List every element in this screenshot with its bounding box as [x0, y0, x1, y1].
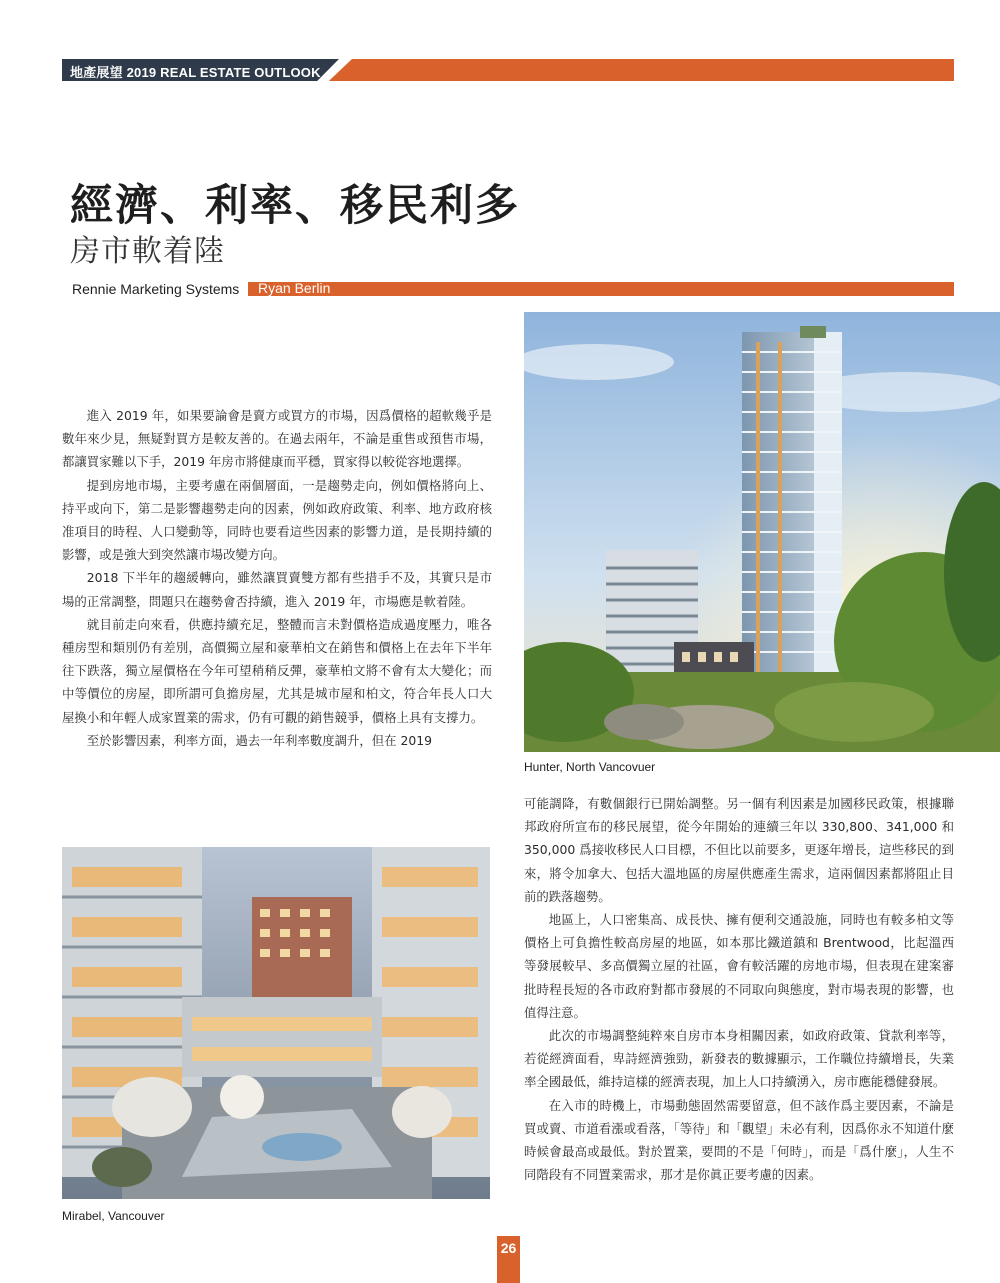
courtyard-illustration	[62, 847, 490, 1199]
article-body-right	[524, 792, 954, 1186]
tower-caption: Hunter, North Vancovuer	[524, 760, 656, 774]
byline-bar	[248, 282, 954, 296]
byline-source: Rennie Marketing Systems	[72, 281, 240, 297]
paragraph: 進入 2019 年，如果要論會是賣方或買方的市場，因爲價格的超軟幾乎是數年來少見，無疑對買方是較友善的。在過去兩年，不論是重售或預售市場，都讓買家難以下手，2019 年房市將健康而平穩，買家得以較從容地選擇。	[62, 408, 492, 470]
byline-author: Ryan Berlin	[258, 280, 331, 296]
tower-illustration	[524, 312, 1000, 752]
article-body-left	[62, 404, 492, 752]
paragraph: 地區上，人口密集高、成長快、擁有便利交通設施，同時也有較多柏文等價格上可負擔性較高房屋的地區，如本那比鐵道鎮和 Brentwood，比起溫西等發展較早、多高價獨立屋的社區，會有較活躍的房地市場，但表現在建案審批時程長短的各市政府對都市發展的不同取向與態度，對市場表現的影響，也值得注意。	[524, 912, 954, 1020]
paragraph: 提到房地市場，主要考慮在兩個層面，一是趨勢走向，例如價格將向上、持平或向下，第二是影響趨勢走向的因素，例如政府政策、利率、地方政府核准項目的時程、人口變動等，同時也要看這些因素的影響力道，是長期持續的影響，或是強大到突然讓市場改變方向。	[62, 477, 492, 563]
courtyard-photo	[62, 847, 490, 1199]
paragraph: 2018 下半年的趨緩轉向，雖然讓買賣雙方都有些措手不及，其實只是市場的正常調整，問題只在趨勢會否持續，進入 2019 年，市場應是軟着陸。	[62, 570, 492, 609]
article-subtitle: 房市軟着陸	[70, 234, 225, 269]
paragraph: 此次的市場調整純粹來自房市本身相關因素，如政府政策、貸款利率等，若從經濟面看，卑詩經濟強勁，新發表的數據顯示，工作職位持續增長，失業率全國最低，維持這樣的經濟表現，加上人口持續湧入，房市應能穩健發展。	[524, 1028, 954, 1090]
paragraph: 可能調降，有數個銀行已開始調整。另一個有利因素是加國移民政策，根據聯邦政府所宣布的移民展望，從今年開始的連續三年以 330,800、341,000 和 350,000 爲接收移民人口目標，不但比以前要多，更逐年增長，這些移民的到來，將令加拿大、包括大溫地區的房屋供應產生需求，這兩個因素都將阻止目前的跌落趨勢。	[524, 796, 954, 904]
paragraph: 就目前走向來看，供應持續充足，整體而言未對價格造成過度壓力，唯各種房型和類別仍有差別，高價獨立屋和豪華柏文在銷售和價格上在去年下半年往下跌落，獨立屋價格在今年可望稍稍反彈，豪華柏文將不會有太大變化；而中等價位的房屋，即所謂可負擔房屋，尤其是城市屋和柏文，符合年長人口大屋換小和年輕人成家置業的需求，仍有可觀的銷售競爭，價格上具有支撐力。	[62, 616, 492, 725]
tower-photo	[524, 312, 1000, 752]
paragraph: 至於影響因素，利率方面，過去一年利率數度調升，但在 2019	[86, 732, 433, 748]
page-number: 26	[500, 1240, 517, 1256]
article-title: 經濟、利率、移民利多	[70, 181, 520, 231]
courtyard-caption: Mirabel, Vancouver	[62, 1209, 165, 1223]
paragraph: 在入市的時機上，市場動態固然需要留意，但不該作爲主要因素，不論是買或賣、市道看漲或看落，「等待」和「觀望」未必有利，因爲你永不知道什麼時候會最高或最低。對於置業，要問的不是「何時」，而是「爲什麼」，人生不同階段有不同置業需求，那才是你眞正要考慮的因素。	[524, 1097, 954, 1183]
running-title: 地產展望 2019 REAL ESTATE OUTLOOK	[70, 65, 321, 80]
